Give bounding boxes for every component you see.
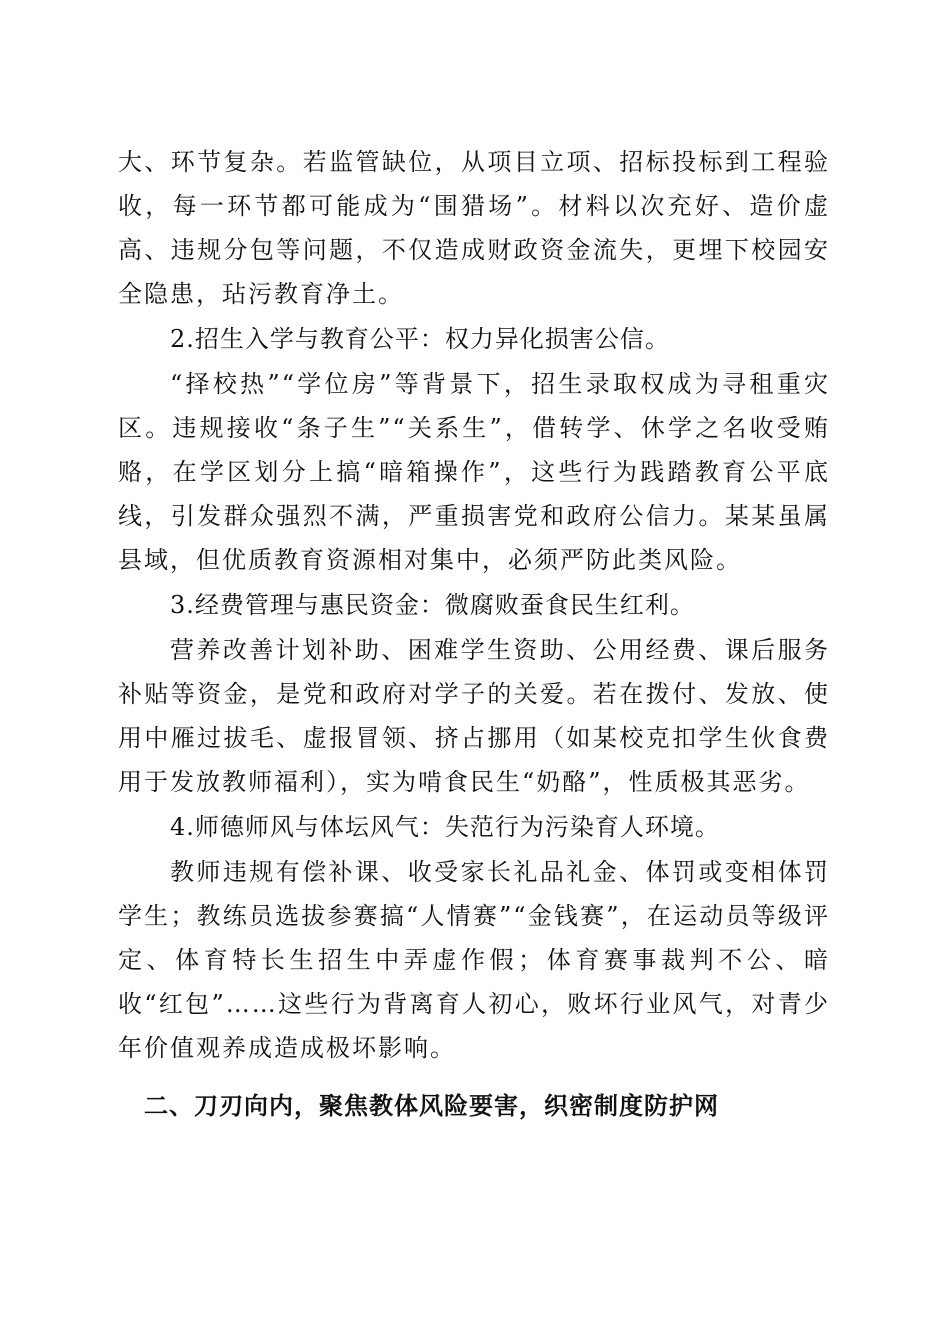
document-page	[118, 140, 830, 1128]
item-title-ethics: 4.师德师风与体坛风气：失范行为污染育人环境。	[170, 813, 720, 841]
paragraph-ethics: 教师违规有偿补课、收受家长礼品礼金、体罚或变相体罚学生；教练员选拔参赛搞“人情赛”“金钱赛”，在运动员等级评定、体育特长生招生中弄虚作假；体育赛事裁判不公、暗收“红包”……这些行为背离育人初心，败坏行业风气，对青少年价值观养成造成极坏影响。	[118, 858, 830, 1062]
paragraph-enrollment: “择校热”“学位房”等背景下，招生录取权成为寻租重灾区。违规接收“条子生”“关系生”，借转学、休学之名收受贿赂，在学区划分上搞“暗箱操作”，这些行为践踏教育公平底线，引发群众强烈不满，严重损害党和政府公信力。某某虽属县域，但优质教育资源相对集中，必须严防此类风险。	[118, 370, 830, 574]
paragraph-continuation: 大、环节复杂。若监管缺位，从项目立项、招标投标到工程验收，每一环节都可能成为“围猎场”。材料以次充好、造价虚高、违规分包等问题，不仅造成财政资金流失，更埋下校园安全隐患，玷污教育净土。	[118, 148, 830, 308]
paragraph-funds: 营养改善计划补助、困难学生资助、公用经费、课后服务补贴等资金，是党和政府对学子的关爱。若在拨付、发放、使用中雁过拔毛、虚报冒领、挤占挪用（如某校克扣学生伙食费用于发放教师福利），实为啃食民生“奶酪”，性质极其恶劣。	[118, 636, 830, 796]
item-title-funds: 3.经费管理与惠民资金：微腐败蚕食民生红利。	[170, 591, 695, 619]
item-title-enrollment: 2.招生入学与教育公平：权力异化损害公信。	[170, 325, 670, 353]
section-heading: 二、刀刃向内，聚焦教体风险要害，织密制度防护网	[144, 1092, 719, 1120]
